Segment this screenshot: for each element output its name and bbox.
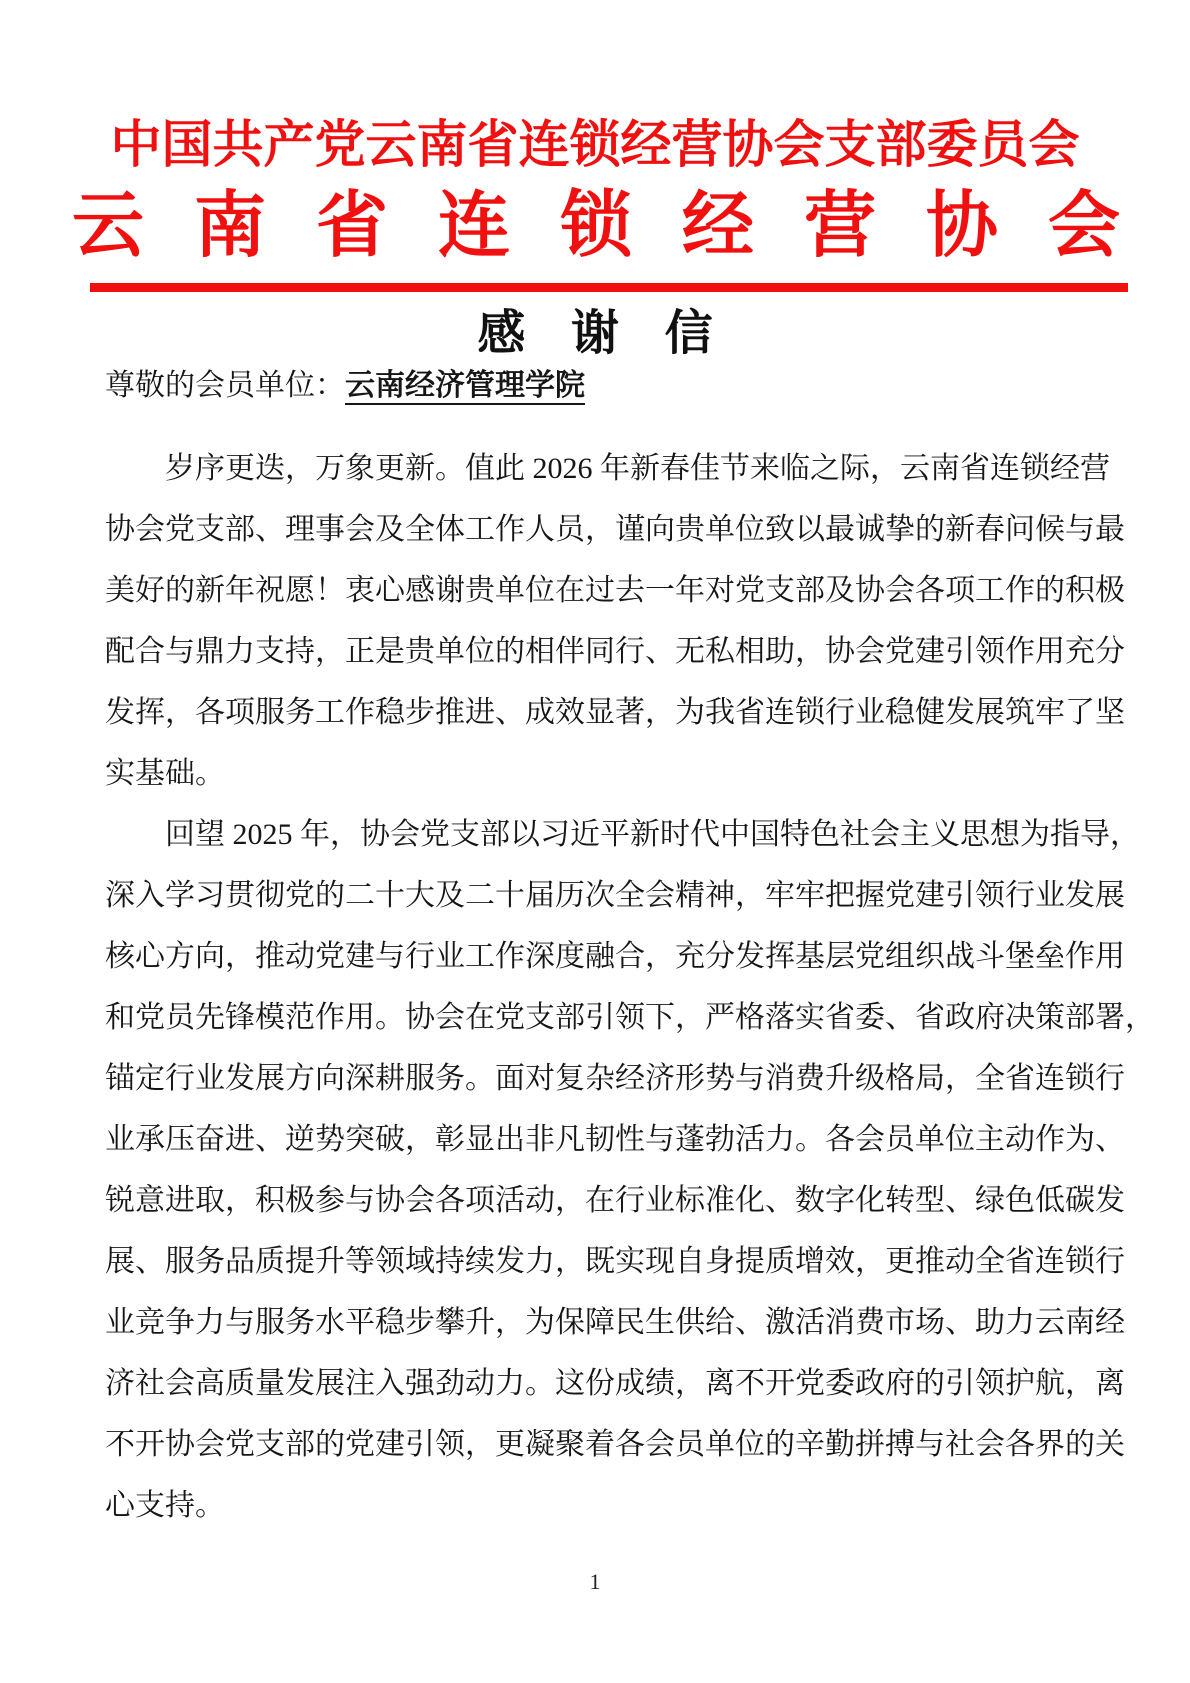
recipient-name: 云南经济管理学院 bbox=[345, 369, 585, 405]
letter-body bbox=[105, 438, 1155, 1536]
body-line: 不开协会党支部的党建引领，更凝聚着各会员单位的辛勤拼搏与社会各界的关 bbox=[105, 1427, 1125, 1461]
body-line: 实基础。 bbox=[105, 756, 225, 790]
org-name-party-branch: 中国共产党云南省连锁经营协会支部委员会 bbox=[110, 118, 1080, 174]
org-name-association: 云南省连锁经营协会 bbox=[72, 186, 1120, 267]
body-line: 配合与鼎力支持，正是贵单位的相伴同行、无私相助，协会党建引领作用充分 bbox=[105, 634, 1125, 668]
body-line: 锐意进取，积极参与协会各项活动，在行业标准化、数字化转型、绿色低碳发 bbox=[105, 1183, 1125, 1217]
body-line: 展、服务品质提升等领域持续发力，既实现自身提质增效，更推动全省连锁行 bbox=[105, 1244, 1125, 1278]
body-line: 业竞争力与服务水平稳步攀升，为保障民生供给、激活消费市场、助力云南经 bbox=[105, 1305, 1125, 1339]
body-line: 核心方向，推动党建与行业工作深度融合，充分发挥基层党组织战斗堡垒作用 bbox=[105, 939, 1125, 973]
page-number: 1 bbox=[589, 1569, 601, 1594]
body-line: 岁序更迭，万象更新。值此 2026 年新春佳节来临之际，云南省连锁经营 bbox=[165, 451, 1110, 485]
body-line: 业承压奋进、逆势突破，彰显出非凡韧性与蓬勃活力。各会员单位主动作为、 bbox=[105, 1122, 1125, 1156]
letterhead-divider bbox=[90, 283, 1128, 292]
salutation-prefix: 尊敬的会员单位： bbox=[105, 368, 345, 402]
body-line: 深入学习贯彻党的二十大及二十届历次全会精神，牢牢把握党建引领行业发展 bbox=[105, 878, 1125, 912]
body-line: 和党员先锋模范作用。协会在党支部引领下，严格落实省委、省政府决策部署， bbox=[105, 1000, 1155, 1034]
letter-title-text: 感谢信 bbox=[477, 306, 759, 360]
letterhead bbox=[0, 0, 1190, 292]
body-line: 发挥，各项服务工作稳步推进、成效显著，为我省连锁行业稳健发展筑牢了坚 bbox=[105, 695, 1125, 729]
body-line: 济社会高质量发展注入强劲动力。这份成绩，离不开党委政府的引领护航，离 bbox=[105, 1366, 1125, 1400]
letter-title bbox=[0, 304, 1190, 364]
body-line: 锚定行业发展方向深耕服务。面对复杂经济形势与消费升级格局，全省连锁行 bbox=[105, 1061, 1125, 1095]
body-line: 协会党支部、理事会及全体工作人员，谨向贵单位致以最诚挚的新春问候与最 bbox=[105, 512, 1125, 546]
body-line: 回望 2025 年，协会党支部以习近平新时代中国特色社会主义思想为指导， bbox=[165, 817, 1140, 851]
body-line: 美好的新年祝愿！衷心感谢贵单位在过去一年对党支部及协会各项工作的积极 bbox=[105, 573, 1125, 607]
salutation bbox=[105, 366, 1085, 406]
body-line: 心支持。 bbox=[105, 1488, 225, 1522]
